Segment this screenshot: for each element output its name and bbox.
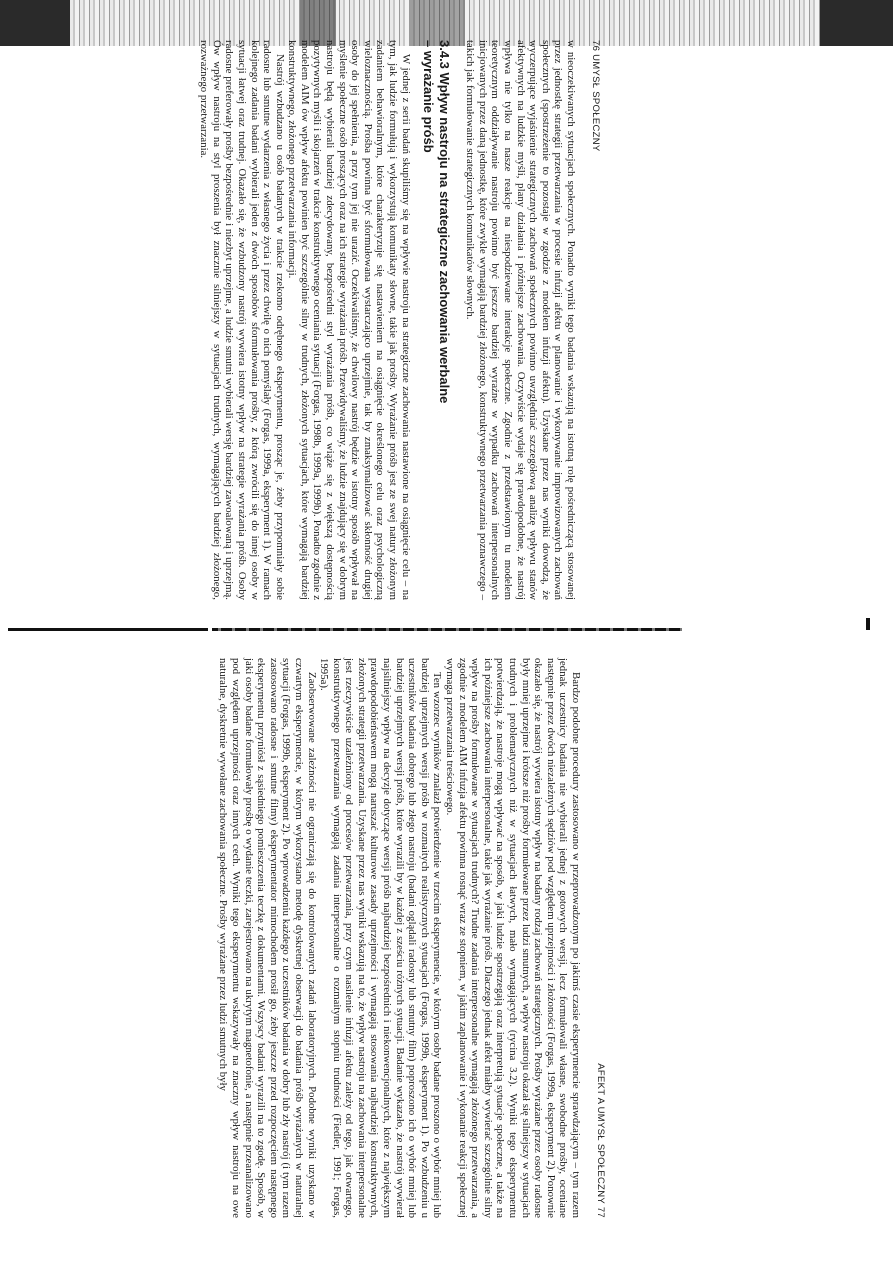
right-page-paragraph-2: Ten wzorzec wyników znalazł potwierdzenie w trzecim eksperymencie, w którym osoby badane proszono o wybór mniej lub bardziej uprzejmych wersji próśb w rozmaitych realistycznych sytuacjach (Forgas, 1999b, eksperyment 1). Po wzbudzeniu u uczestników badania dobrego lub złego nastroju (badani oglądali radosny lub smutny film) poproszono ich o wybór mniej lub bardziej uprzejmych wersji próśb, które wyrazili by w każdej z sześciu różnych sytuacji. Badanie wykazało, że nastrój wywierał najsilniejszy wpływ na decyzje dotyczące wersji próśb najbardziej bezpośrednich i niekonwencjonalnych, które z największym prawdopodobieństwem mogą naruszać kulturowe zasady uprzejmości i wymagają stosowania najbardziej konstruktywnych, złożonych strategii przetwarzania. Uzyskane przez nas wyniki wskazują na to, że wpływ nastroju na zachowania interpersonalne jest rzeczywiście uzależniony od procesów przetwarzania, przy czym nasilenie infuzji afektu zależy od tego, jak otwartego, konstruktywnego przetwarzania wymagają zadania interpersonalne o rozmaitym stopniu trudności (Fiedler, 1991; Forgas, 1995a). bbox=[318, 658, 444, 1218]
left-page-header: 76 UMYSŁ SPOŁECZNY bbox=[590, 40, 601, 152]
binding-rule-left bbox=[212, 628, 682, 631]
right-page bbox=[217, 658, 606, 1218]
left-page bbox=[198, 40, 601, 600]
section-heading bbox=[420, 40, 452, 600]
left-page-paragraph-1: W jednej z serii badań skupiliśmy się na wpływie nastroju na strategiczne zachowania nastawione na osiągnięcie celu – na tym, jak ludzie formułują i wykorzystują komunikaty słowne, takie jak prośby. Wyrażanie próśb jest ze swej natury złożonym zadaniem behawioralnym, które charakteryzuje się nastawieniem na osiągnięcie określonego celu oraz psychologiczną wieloznacznością. Prośba powinna być sformułowana wystarczająco uprzejmie, tak by zmaksymalizować skłonność drugiej osoby do jej spełnienia, a przy tym jej nie urazić. Oczekiwaliśmy, że chwilowy nastrój będzie w istotny sposób wpływał na myślenie społeczne osób proszących oraz na ich strategie wyrażania próśb. Przewidywaliśmy, że ludzie znajdujący się w dobrym nastroju będą wybierali bardziej zdecydowany, bezpośredni styl wyrażania próśb, co wiąże się z większą dostępnością pozytywnych myśli i skojarzeń w trakcie konstruktywnego oceniania sytuacji (Forgas, 1998b, 1999a, 1999b). Ponadto zgodnie z modelem AIM ów wpływ afektu powinien być szczególnie silny w trudnych, złożonych sytuacjach, które wymagają bardziej konstruktywnego, złożonego przetwarzania informacji. bbox=[286, 40, 412, 600]
right-page-paragraph-3: Zaobserwowane zależności nie ograniczają się do kontrolowanych zadań laboratoryjnych. Podobne wyniki uzyskano w czwartym eksperymencie, w którym wykorzystano metodę dyskretnej obserwacji do badania próśb wyrażanych w naturalnej sytuacji (Forgas, 1999b, eksperyment 2). Po wprowadzeniu każdego z uczestników badania w dobry lub zły nastrój (i tym razem zastosowano radosne i smutne filmy) eksperymentator mimochodem prosił go, żeby jeszcze przed rozpoczęciem następnego eksperymentu przyniósł z sąsiedniego pomieszczenia teczkę z dokumentami. Wszyscy badani wyrazili na to zgodę. Sposób, w jaki osoby badane formułowały prośbę o wydanie teczki, zarejestrowano na ukrytym magnetofonie, a następnie przeanalizowano pod względem uprzejmości oraz innych cech. Wyniki tego eksperymentu wskazywały na znaczny wpływ nastroju na owe naturalne, dyskretnie wywołane zachowania społeczne. Prośby wyrażane przez ludzi smutnych były bbox=[217, 658, 318, 1218]
section-title-line1: 3.4.3 Wpływ nastroju na strategiczne zachowania werbalne bbox=[436, 40, 452, 404]
right-page-paragraph-1: Bardzo podobne procedury zastosowano w przeprowadzonym po jakimś czasie eksperymencie sprawdzającym – tym razem jednak uczestnicy badania nie wybierali jednej z gotowych wersji, lecz formułowali własne, swobodne prośby, oceniane następnie przez dwóch niezależnych sędziów pod względem uprzejmości i złożoności (Forgas, 1999a, eksperyment 2). Ponownie okazało się, że nastrój wywiera istotny wpływ na badany rodzaj zachowań strategicznych. Prośby wyrażane przez osoby radosne były mniej uprzejme i krótsze niż prośby formułowane przez ludzi smutnych, a wpływ nastroju okazał się silniejszy w sytuacjach trudnych i problematycznych niż w sytuacjach łatwych, mało wymagających (rycina 3.2). Wyniki tego eksperymentu potwierdzają, że nastroje mogą wpływać na sposób, w jaki ludzie spostrzegają oraz interpretują sytuacje społeczne, a także na ich późniejsze zachowania interpersonalne, takie jak wyrażanie próśb. Dlaczego jednak afekt miałby wywierać szczególnie silny wpływ na prośby formułowane w sytuacjach trudnych? Trudne zadania interpersonalne wymagają złożonego przetwarzania, a zgodnie z modelem AIM infuzja afektu powinna rosnąć wraz ze stopniem, w jakim zaplanowanie i wykonanie reakcji społecznej wymaga przetwarzania treściowego. bbox=[444, 658, 582, 1218]
left-page-intro: w nieoczekiwanych sytuacjach społecznych. Ponadto wyniki tego badania wskazują na istotną rolę pośredniczącą stosowanej przez jednostkę strategii przetwarzania w procesie infuzji afektu w planowanie i wykonywanie improwizowanych zachowań społecznych (spostrzeżenie to pozostaje w zgodzie z modelem infuzji afektu). Uzyskane przez nas wyniki dowodzą, że wyczerpujące wyjaśnienie strategicznych zachowań społecznych powinno uwzględniać szczegółową analizę wpływu stanów afektywnych na ludzkie myśli, plany działania i późniejsze zachowania. Oczywiście wydaje się prawdopodobne, że nastrój wpływa nie tylko na nasze reakcje na niespodziewane interakcje społeczne. Zgodnie z przedstawionym tu modelem teoretycznym oddziaływanie nastroju powinno być jeszcze bardziej wyraźne w wypadku zachowań interpersonalnych inicjowanych przez daną jednostkę, które zwykle wymagają bardziej złożonego, konstruktywnego przetwarzania poznawczego – takich jak formułowanie strategicznych komunikatów słownych. bbox=[464, 40, 577, 600]
section-title-line2: – wyrażanie próśb bbox=[420, 40, 436, 153]
right-page-header: AFEKT A UMYSŁ SPOŁECZNY 77 bbox=[595, 1063, 606, 1218]
binding-rule-dark bbox=[8, 628, 208, 631]
binding-tick bbox=[866, 618, 870, 630]
left-page-paragraph-2: Nastrój wzbudzano u osób badanych w trakcie rzekomo odrębnego eksperymentu, prosząc je, żeby przypomniały sobie radosne lub smutne wydarzenia z własnego życia i przez chwilę o nich pomyślały (Forgas, 1999a, eksperyment 1). W ramach kolejnego zadania badani wybierali jeden z dwóch sposobów sformułowania prośby, z którą zwrócili się do innej osoby w sytuacji łatwej oraz trudnej. Okazało się, że wzbudzony nastrój wywiera istotny wpływ na strategie wyrażania próśb. Osoby radosne preferowały prośby bezpośrednie i niezbyt uprzejme, a ludzie smutni wybierali wersję bardziej zawoalowaną i uprzejmą. Ów wpływ nastroju na styl proszenia był znacznie silniejszy w sytuacjach trudnych, wymagających bardziej złożonego, rozważnego przetwarzania. bbox=[198, 40, 286, 600]
